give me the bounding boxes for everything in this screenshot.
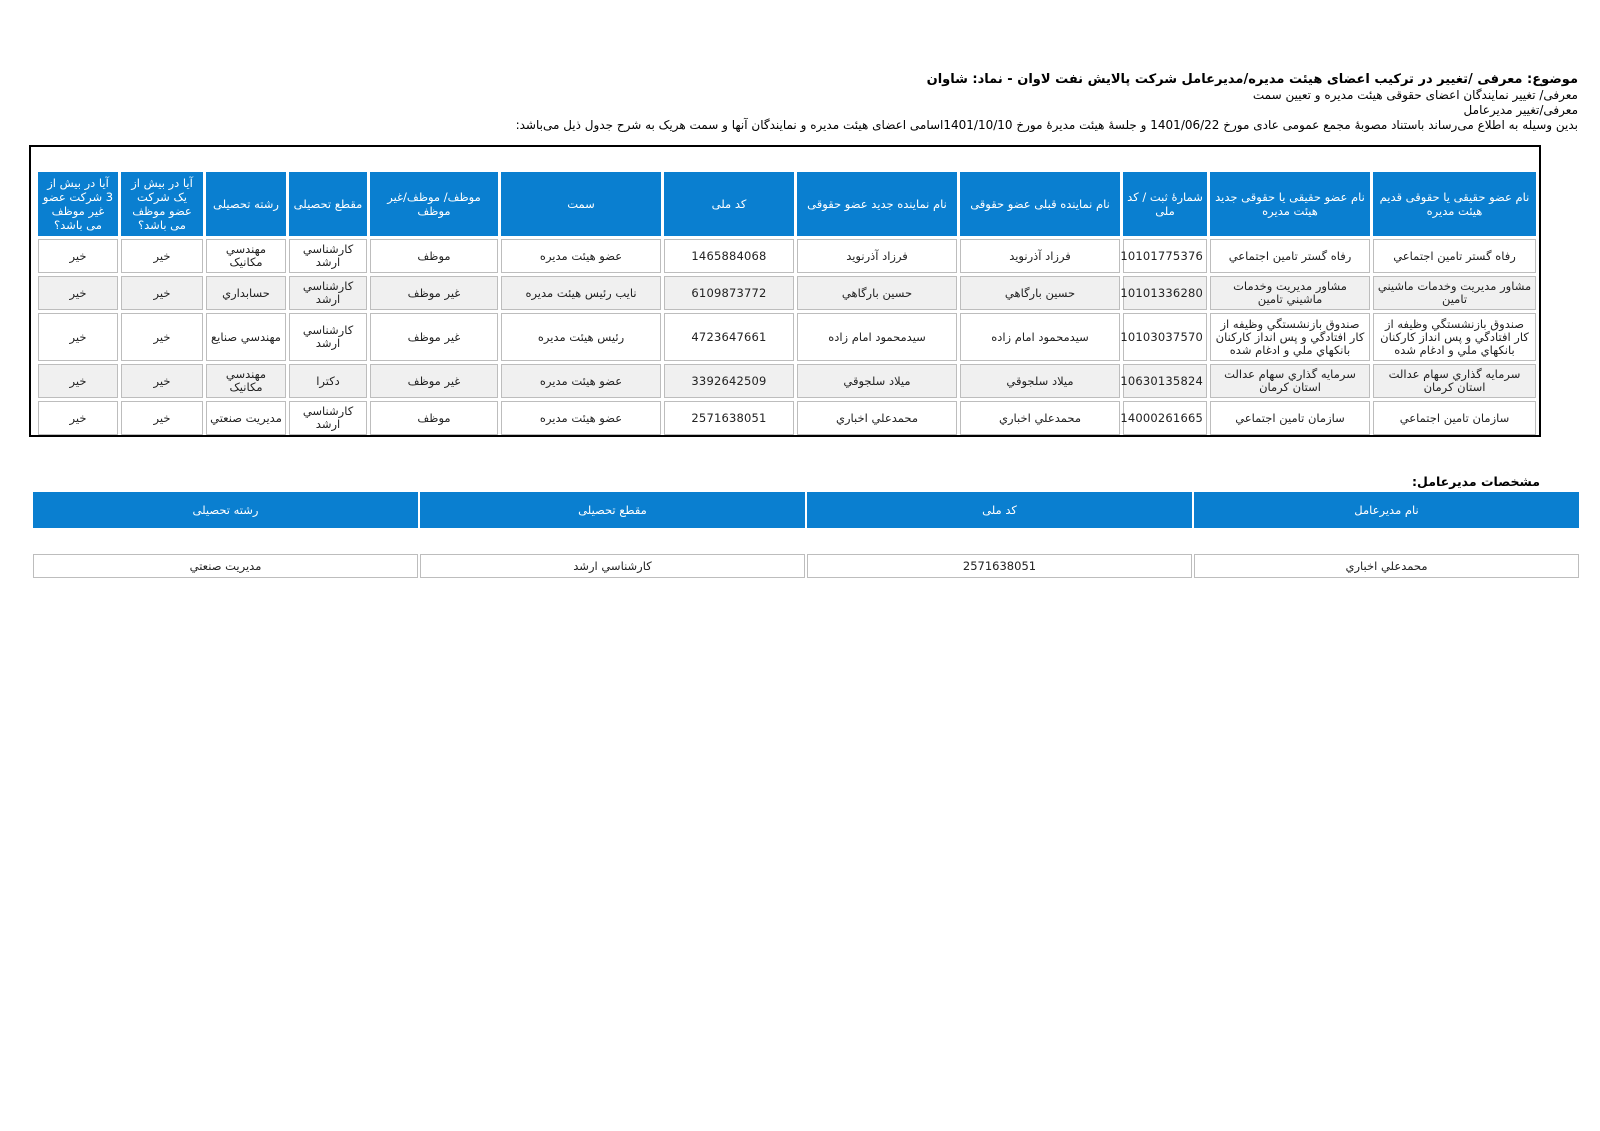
cell-multi-duty: خير <box>121 364 203 398</box>
cell-multi-duty: خير <box>121 276 203 310</box>
cell-national-id: 2571638051 <box>664 401 794 435</box>
cell-registration-number: 10101775376 <box>1123 239 1207 273</box>
board-row <box>38 401 1536 435</box>
cell-degree: كارشناسي ارشد <box>289 401 367 435</box>
cell-new-representative: حسين بارگاهي <box>797 276 957 310</box>
cell-previous-representative: حسين بارگاهي <box>960 276 1120 310</box>
cell-duty-status: موظف <box>370 401 498 435</box>
cell-new-representative: ميلاد سلجوقي <box>797 364 957 398</box>
cell-position: نايب رئيس هيئت مديره <box>501 276 661 310</box>
cell-old-member: صندوق بازنشستگي وظيفه از كار افتادگي و پس انداز كاركنان بانكهاي ملي و ادغام شده <box>1373 313 1536 361</box>
subject-line: موضوع: معرفی /تغییر در ترکیب اعضای هیئت مدیره/مدیرعامل شرکت پالایش نفت لاوان - نماد: شاوان <box>926 72 1578 87</box>
cell-registration-number: 14000261665 <box>1123 401 1207 435</box>
cell-new-member: سرمايه گذاري سهام عدالت استان كرمان <box>1210 364 1370 398</box>
cell-field: حسابداري <box>206 276 286 310</box>
col-multi-duty: آیا در بیش از یک شرکت عضو موظف می باشد؟ <box>121 172 203 236</box>
cell-previous-representative: محمدعلي اخباري <box>960 401 1120 435</box>
cell-position: عضو هيئت مديره <box>501 364 661 398</box>
col-position: سمت <box>501 172 661 236</box>
cell-registration-number: 10103037570 <box>1123 313 1207 361</box>
board-table-frame <box>29 145 1541 437</box>
cell-position: رئيس هيئت مديره <box>501 313 661 361</box>
cell-national-id: 4723647661 <box>664 313 794 361</box>
col-duty-status: موظف/ موظف/غیر موظف <box>370 172 498 236</box>
cell-registration-number: 10630135824 <box>1123 364 1207 398</box>
ceo-col-name: نام مدیرعامل <box>1194 492 1579 528</box>
cell-multi-duty: خير <box>121 313 203 361</box>
ceo-section-title: مشخصات مدیرعامل: <box>1412 474 1540 489</box>
cell-registration-number: 10101336280 <box>1123 276 1207 310</box>
cell-new-member: مشاور مديريت وخدمات ماشيني تامين <box>1210 276 1370 310</box>
col-field: رشته تحصیلی <box>206 172 286 236</box>
cell-old-member: سازمان تامين اجتماعي <box>1373 401 1536 435</box>
cell-new-representative: محمدعلي اخباري <box>797 401 957 435</box>
cell-national-id: 6109873772 <box>664 276 794 310</box>
cell-degree: كارشناسي ارشد <box>289 276 367 310</box>
cell-new-representative: سيدمحمود امام زاده <box>797 313 957 361</box>
cell-new-member: صندوق بازنشستگي وظيفه از كار افتادگي و پس انداز كاركنان بانكهاي ملي و ادغام شده <box>1210 313 1370 361</box>
cell-multi-nonduty: خير <box>38 313 118 361</box>
cell-field: مهندسي مكانيک <box>206 364 286 398</box>
intro-line-3: معرفی/تغییر مدیرعامل <box>1463 103 1578 117</box>
cell-multi-nonduty: خير <box>38 401 118 435</box>
cell-multi-nonduty: خير <box>38 239 118 273</box>
board-row <box>38 239 1536 273</box>
cell-field: مهندسي صنايع <box>206 313 286 361</box>
cell-multi-nonduty: خير <box>38 364 118 398</box>
ceo-data-row <box>33 554 1579 578</box>
cell-multi-duty: خير <box>121 401 203 435</box>
cell-multi-duty: خير <box>121 239 203 273</box>
intro-line-4: بدین وسیله به اطلاع می‌رساند باستناد مصوبهٔ مجمع عمومی عادی مورخ 1401/06/22 و جلسهٔ هیئت مدیرهٔ مورخ 1401/10/10اسامی اعضای هیئت مدیره و نمایندگان آنها و سمت هریک به شرح جدول ذیل می‌باشد: <box>515 118 1578 132</box>
cell-national-id: 1465884068 <box>664 239 794 273</box>
ceo-col-national-id: کد ملی <box>807 492 1192 528</box>
cell-duty-status: غير موظف <box>370 364 498 398</box>
col-registration-number: شمارهٔ ثبت / کد ملی <box>1123 172 1207 236</box>
cell-new-member: رفاه گستر تامين اجتماعي <box>1210 239 1370 273</box>
col-new-member: نام عضو حقیقی یا حقوقی جدید هیئت مدیره <box>1210 172 1370 236</box>
ceo-col-field: رشته تحصیلی <box>33 492 418 528</box>
cell-previous-representative: فرزاد آذرنويد <box>960 239 1120 273</box>
cell-national-id: 3392642509 <box>664 364 794 398</box>
col-national-id: کد ملی <box>664 172 794 236</box>
ceo-name: محمدعلي اخباري <box>1194 554 1579 578</box>
cell-position: عضو هيئت مديره <box>501 401 661 435</box>
col-previous-representative: نام نماینده قبلی عضو حقوقی <box>960 172 1120 236</box>
cell-old-member: مشاور مديريت وخدمات ماشيني تامين <box>1373 276 1536 310</box>
intro-line-2: معرفی/ تغییر نمایندگان اعضای حقوقی هیئت مدیره و تعیین سمت <box>1252 88 1578 102</box>
cell-degree: دكترا <box>289 364 367 398</box>
col-degree: مقطع تحصیلی <box>289 172 367 236</box>
cell-previous-representative: سيدمحمود امام زاده <box>960 313 1120 361</box>
board-header-row <box>38 172 1536 236</box>
ceo-national-id: 2571638051 <box>807 554 1192 578</box>
cell-old-member: رفاه گستر تامين اجتماعي <box>1373 239 1536 273</box>
board-row <box>38 313 1536 361</box>
col-new-representative: نام نماینده جدید عضو حقوقی <box>797 172 957 236</box>
cell-new-member: سازمان تامين اجتماعي <box>1210 401 1370 435</box>
ceo-field: مديريت صنعتي <box>33 554 418 578</box>
cell-previous-representative: ميلاد سلجوقي <box>960 364 1120 398</box>
board-members-table <box>35 169 1539 438</box>
cell-degree: كارشناسي ارشد <box>289 313 367 361</box>
ceo-degree: كارشناسي ارشد <box>420 554 805 578</box>
cell-degree: كارشناسي ارشد <box>289 239 367 273</box>
ceo-header-row <box>33 492 1579 528</box>
board-row <box>38 276 1536 310</box>
cell-duty-status: غير موظف <box>370 313 498 361</box>
ceo-table <box>31 489 1581 581</box>
cell-old-member: سرمايه گذاري سهام عدالت استان كرمان <box>1373 364 1536 398</box>
cell-field: مديريت صنعتي <box>206 401 286 435</box>
cell-position: عضو هيئت مديره <box>501 239 661 273</box>
cell-duty-status: موظف <box>370 239 498 273</box>
board-row <box>38 364 1536 398</box>
cell-field: مهندسي مكانيک <box>206 239 286 273</box>
col-multi-nonduty: آیا در بیش از 3 شرکت عضو غیر موظف می باشد؟ <box>38 172 118 236</box>
col-old-member: نام عضو حقیقی یا حقوقی قدیم هیئت مدیره <box>1373 172 1536 236</box>
ceo-col-degree: مقطع تحصیلی <box>420 492 805 528</box>
cell-duty-status: غير موظف <box>370 276 498 310</box>
cell-new-representative: فرزاد آذرنويد <box>797 239 957 273</box>
cell-multi-nonduty: خير <box>38 276 118 310</box>
